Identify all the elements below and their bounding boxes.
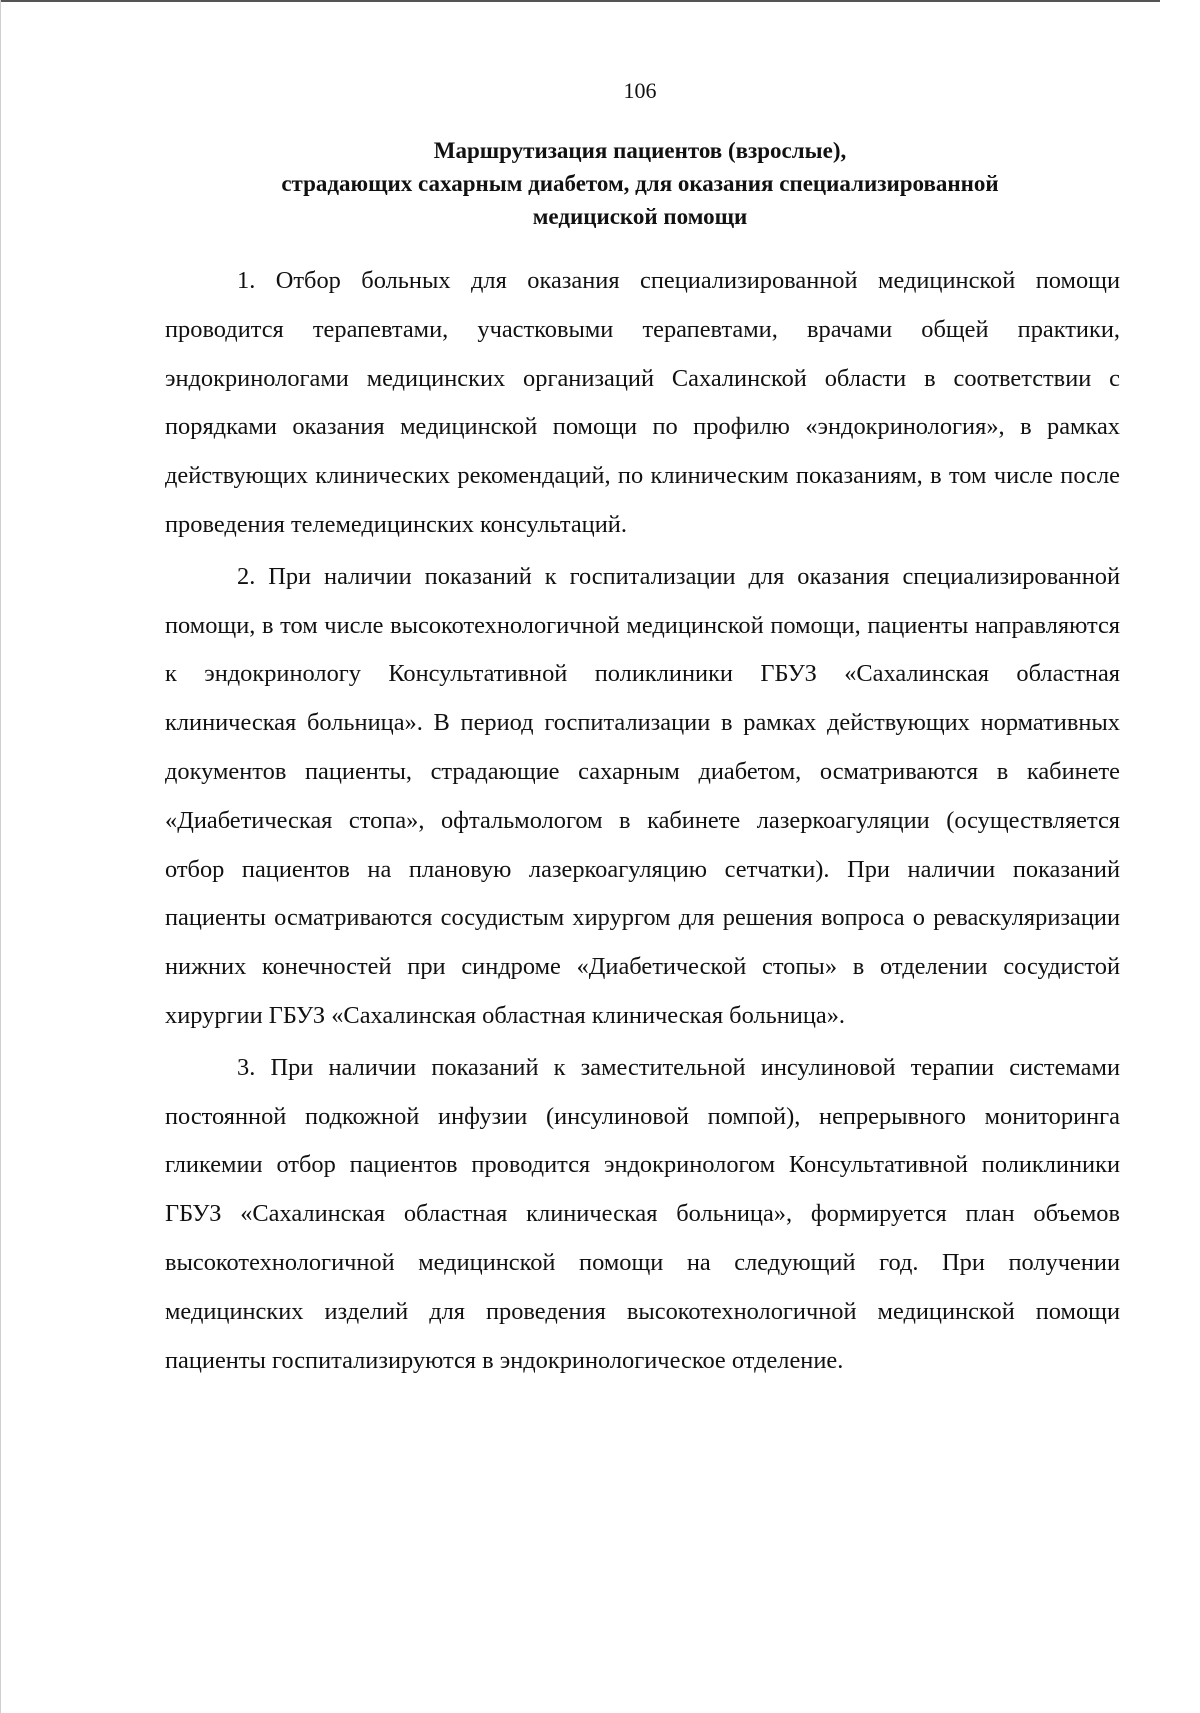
paragraph-1: 1. Отбор больных для оказания специализированной медицинской помощи проводится терапевтами, участковыми терапевтами, врачами общей практики, эндокринологами медицинских организаций Сахалинской области в соответствии с порядками оказания медицинской помощи по профилю «эндокринология», в рамках действующих клинических рекомендаций, по клиническим показаниям, в том числе после проведения телемедицинских консультаций.: [165, 267, 1120, 538]
paragraph-3: 3. При наличии показаний к заместительной инсулиновой терапии системами постоянной подкожной инфузии (инсулиновой помпой), непрерывного мониторинга гликемии отбор пациентов проводится эндокринологом Консультативной поликлиники ГБУЗ «Сахалинская областная клиническая больница», формируется план объемов высокотехнологичной медицинской помощи на следующий год. При получении медицинских изделий для проведения высокотехнологичной медицинской помощи пациенты госпитализируются в эндокринологическое отделение.: [165, 1053, 1120, 1374]
document-title: [160, 134, 1120, 233]
page-top-border: [0, 0, 1160, 2]
paragraph-2: 2. При наличии показаний к госпитализации для оказания специализированной помощи, в том числе высокотехнологичной медицинской помощи, пациенты направляются к эндокринологу Консультативной поликлиники ГБУЗ «Сахалинская областная клиническая больница». В период госпитализации в рамках действующих нормативных документов пациенты, страдающие сахарным диабетом, осматриваются в кабинете «Диабетическая стопа», офтальмологом в кабинете лазеркоагуляции (осуществляется отбор пациентов на плановую лазеркоагуляцию сетчатки). При наличии показаний пациенты осматриваются сосудистым хирургом для решения вопроса о реваскуляризации нижних конечностей при синдроме «Диабетической стопы» в отделении сосудистой хирургии ГБУЗ «Сахалинская областная клиническая больница».: [165, 562, 1120, 1029]
page-number: 106: [623, 78, 657, 103]
page-left-border: [0, 0, 1, 1713]
title-line: страдающих сахарным диабетом, для оказания специализированной: [281, 171, 999, 196]
document-body: [165, 257, 1120, 1385]
title-line: медициской помощи: [532, 204, 748, 229]
title-line: Маршрутизация пациентов (взрослые),: [433, 138, 847, 163]
